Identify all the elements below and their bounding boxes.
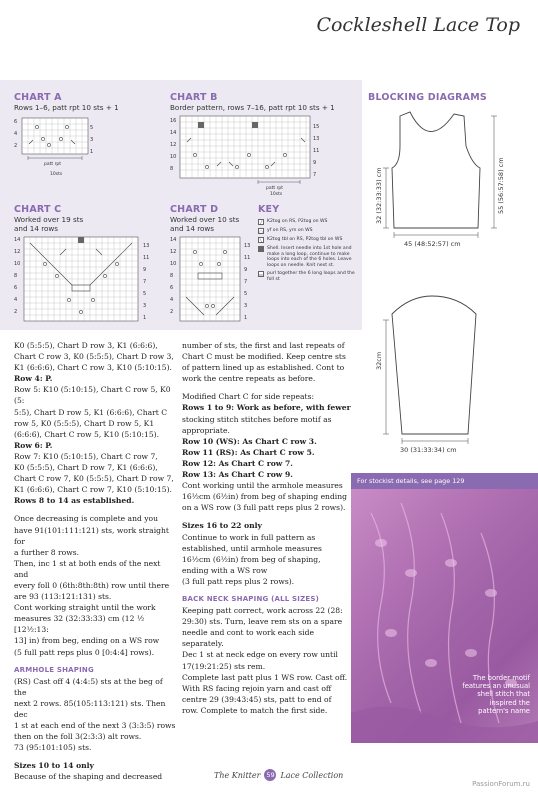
chart-a-title: CHART A xyxy=(14,92,62,103)
chart-d-subtitle: Worked over 10 sts xyxy=(170,215,240,224)
chart-c-row-label: 3 xyxy=(143,303,147,309)
page-title: Cockleshell Lace Top xyxy=(316,14,520,36)
instruction-line: (6:6:6), Chart C row 5, K10 (5:10:15). xyxy=(14,429,160,439)
sleeve-outline xyxy=(392,296,476,434)
instruction-line: 17(19:21:25) sts rem. xyxy=(182,661,266,671)
chart-d-row-label: 6 xyxy=(170,285,174,291)
paragraph-gap xyxy=(14,658,176,665)
instruction-line: Modified Chart C for side repeats: xyxy=(182,392,315,402)
chart-c-row-label: 13 xyxy=(143,243,150,249)
instruction-line: Row 13: As Chart C row 9. xyxy=(182,470,293,480)
yarn-over-symbol-icon: ○ xyxy=(259,229,263,234)
instruction-line: (3 full patt reps plus 2 rows). xyxy=(182,576,295,586)
instruction-line: 16½cm (6½in) from beg of shaping ending xyxy=(182,492,347,502)
key-item xyxy=(258,246,358,268)
blocking-title: BLOCKING DIAGRAMS xyxy=(368,92,487,103)
chart-d xyxy=(170,204,260,329)
chart-c-row-label: 10 xyxy=(14,261,21,267)
chart-d-subtitle-2: and 14 rows xyxy=(170,224,215,233)
page-number: 59 xyxy=(266,771,275,779)
instruction-line: With RS facing rejoin yarn and cast off xyxy=(182,683,332,693)
chart-c-title: CHART C xyxy=(14,204,62,215)
chart-b-subtitle: Border pattern, rows 7–16, patt rpt 10 sts + 1 xyxy=(170,103,335,112)
chart-c xyxy=(14,204,159,329)
chart-d-row-label: 12 xyxy=(170,249,177,255)
chart-d-row-label: 5 xyxy=(244,291,248,297)
key xyxy=(258,204,358,286)
instruction-line: Continue to work in full pattern as xyxy=(182,532,316,542)
instruction-line: K1 (6:6:6), Chart C row 7, K10 (5:10:15). xyxy=(14,485,172,495)
chart-b-row-label: 10 xyxy=(170,154,177,160)
instruction-line: Cont working straight until the work xyxy=(14,603,156,613)
key-item xyxy=(258,271,358,282)
instructions-column-1 xyxy=(14,340,176,783)
key-item xyxy=(258,219,358,225)
chart-a-rpt-sts: 10sts xyxy=(50,172,63,177)
chart-d-grid xyxy=(170,235,260,325)
purl-together-symbol-icon: ▭ xyxy=(259,272,263,278)
instruction-line: have 91(101:111:121) sts, work straight for xyxy=(14,525,169,546)
key-title: KEY xyxy=(258,204,280,215)
body-height-label: 32 (32:33:33) cm xyxy=(375,167,383,224)
chart-a xyxy=(14,92,134,179)
chart-c-subtitle: Worked over 19 sts xyxy=(14,215,84,224)
chart-c-row-label: 8 xyxy=(14,273,18,279)
shell-symbol-icon xyxy=(258,246,264,252)
instruction-line: (RS) Cast off 4 (4:4:5) sts at the beg of the xyxy=(14,676,163,697)
stockist-banner[interactable]: For stockist details, see page 129 xyxy=(351,473,538,489)
instruction-line: Because of the shaping and decreased xyxy=(14,772,163,782)
chart-c-row-label: 5 xyxy=(143,291,147,297)
instructions-column-2 xyxy=(182,340,352,716)
instruction-line: of pattern lined up as established. Cont to xyxy=(182,363,345,373)
chart-d-row-label: 9 xyxy=(244,267,248,273)
footer-collection: Lace Collection xyxy=(280,770,344,780)
chart-d-row-label: 7 xyxy=(244,279,248,285)
instruction-line: Sizes 16 to 22 only xyxy=(182,521,262,531)
chart-c-row-label: 4 xyxy=(14,297,18,303)
paragraph-gap xyxy=(182,587,352,594)
chart-b-grid xyxy=(170,114,350,204)
page-footer xyxy=(214,769,343,781)
instruction-line: row 5, K0 (5:5:5), Chart D row 5, K1 xyxy=(14,418,155,428)
instruction-line: 13] in) from beg, ending on a WS row xyxy=(14,636,160,646)
instruction-line: 1 st at each end of the next 3 (3:3:5) rows xyxy=(14,721,176,731)
instruction-line: needle and cont to work each side xyxy=(182,628,314,638)
instruction-line: Then, inc 1 st at both ends of the next and xyxy=(14,558,161,579)
sweater-sleeve-photo xyxy=(351,473,538,743)
instruction-line: centre 29 (39:43:45) sts, patt to end of xyxy=(182,694,332,704)
chart-a-row-label: 1 xyxy=(90,149,94,155)
chart-d-row-label: 13 xyxy=(244,243,251,249)
instruction-line: separately. xyxy=(182,639,224,649)
instruction-line: Chart C row 7, K0 (5:5:5), Chart D row 7, xyxy=(14,474,174,484)
chart-a-rpt: patt rpt xyxy=(44,162,62,167)
instruction-line: Rows 1 to 9: Work as before, with fewer xyxy=(182,403,351,413)
instruction-line: Row 5: K10 (5:10:15), Chart C row 5, K0 (5: xyxy=(14,385,171,406)
chart-d-row-label: 3 xyxy=(244,303,248,309)
key-item-label: Shell. Insert needle into 1st hole and make a long loop, continue to make loops into each of the 6 holes. Leave loops on needle. Knit next st. xyxy=(267,246,352,268)
instruction-line: Row 10 (WS): As Chart C row 3. xyxy=(182,436,317,446)
chart-a-grid xyxy=(14,114,134,169)
chart-d-title: CHART D xyxy=(170,204,219,215)
chart-b-row-label: 15 xyxy=(313,124,320,130)
section-heading: ARMHOLE SHAPING xyxy=(14,665,94,674)
chart-c-row-label: 1 xyxy=(143,315,147,321)
chart-b-row-label: 12 xyxy=(170,142,177,148)
key-item-label: yf on RS, yrn on WS xyxy=(267,228,313,233)
instruction-line: on a WS row (3 full patt reps plus 2 rows). xyxy=(182,503,346,513)
chart-b-rpt: patt rpt xyxy=(266,186,284,191)
instruction-line: ending with a WS row xyxy=(182,565,268,575)
body-length-label: 55 (56:57:58) cm xyxy=(497,157,505,214)
body-width-label: 45 (48:52:57) cm xyxy=(404,240,461,248)
chart-b-row-label: 16 xyxy=(170,118,177,124)
paragraph-gap xyxy=(182,384,352,391)
instruction-line: Sizes 10 to 14 only xyxy=(14,761,94,771)
instruction-line: Once decreasing is complete and you xyxy=(14,514,158,524)
instruction-line: a further 8 rows. xyxy=(14,547,80,557)
chart-b-row-label: 9 xyxy=(313,160,317,166)
instruction-line: Row 6: P. xyxy=(14,440,53,450)
chart-c-row-label: 11 xyxy=(143,255,150,261)
chart-c-row-label: 6 xyxy=(14,285,18,291)
instruction-line: established, until armhole measures xyxy=(182,543,322,553)
instruction-line: appropriate. xyxy=(182,425,230,435)
instruction-line: then on the foll 3(2:3:3) alt rows. xyxy=(14,732,142,742)
instruction-line: Rows 8 to 14 as established. xyxy=(14,496,135,506)
chart-b-row-label: 14 xyxy=(170,130,177,136)
chart-c-row-label: 12 xyxy=(14,249,21,255)
chart-a-row-label: 6 xyxy=(14,119,18,125)
instruction-line: work the centre repeats as before. xyxy=(182,374,316,384)
chart-a-row-label: 4 xyxy=(14,131,18,137)
instruction-line: Row 7: K10 (5:10:15), Chart C row 7, xyxy=(14,451,158,461)
instruction-line: number of sts, the first and last repeats of xyxy=(182,341,345,350)
chart-b xyxy=(170,92,350,208)
chart-c-row-label: 7 xyxy=(143,279,147,285)
instruction-line: measures 32 (32:33:33) cm (12 ½ [12½:13: xyxy=(14,614,145,635)
instruction-line: every foll 0 (6th:8th:8th) row until there xyxy=(14,580,170,590)
section-heading: BACK NECK SHAPING (ALL SIZES) xyxy=(182,594,320,603)
chart-d-row-label: 4 xyxy=(170,297,174,303)
blocking-diagrams xyxy=(362,104,538,464)
k2tog-tbl-symbol-icon: ╲ xyxy=(259,238,263,243)
instruction-line: 16½cm (6½in) from beg of shaping, xyxy=(182,554,321,564)
instruction-line: Row 4: P. xyxy=(14,374,53,384)
instruction-line: next 2 rows. 85(105:113:121) sts. Then dec xyxy=(14,698,166,719)
chart-a-row-label: 5 xyxy=(90,125,94,131)
instruction-line: 73 (95:101:105) sts. xyxy=(14,743,92,753)
chart-b-row-label: 7 xyxy=(313,172,317,178)
instruction-line: Keeping patt correct, work across 22 (28: xyxy=(182,606,343,616)
chart-a-row-label: 2 xyxy=(14,143,18,149)
key-item xyxy=(258,237,358,243)
sleeve-width-label: 30 (31:33:34) cm xyxy=(400,446,457,454)
instruction-line: 5:5), Chart D row 5, K1 (6:6:6), Chart C xyxy=(14,407,168,417)
instruction-line: K1 (6:6:6), Chart C row 3, K10 (5:10:15). xyxy=(14,363,172,373)
chart-c-row-label: 2 xyxy=(14,309,18,315)
chart-b-row-label: 11 xyxy=(313,148,320,154)
chart-a-subtitle: Rows 1–6, patt rpt 10 sts + 1 xyxy=(14,103,119,112)
instruction-line: Chart C row 3, K0 (5:5:5), Chart D row 3, xyxy=(14,352,174,362)
chart-d-row-label: 11 xyxy=(244,255,251,261)
key-item-label: K2tog on RS, P2tog on WS xyxy=(267,219,328,224)
instruction-line: K0 (5:5:5), Chart D row 7, K1 (6:6:6), xyxy=(14,463,158,473)
instruction-line: row. Complete to match the first side. xyxy=(182,705,328,715)
chart-b-row-label: 8 xyxy=(170,166,174,172)
instruction-line: 29:30) sts. Turn, leave rem sts on a spare xyxy=(182,617,343,627)
watermark: PassionForum.ru xyxy=(472,780,530,788)
chart-c-row-label: 9 xyxy=(143,267,147,273)
instruction-line: Dec 1 st at neck edge on every row until xyxy=(182,650,338,660)
chart-d-row-label: 1 xyxy=(244,315,248,321)
body-outline xyxy=(392,112,480,228)
instruction-line: Complete last patt plus 1 WS row. Cast off. xyxy=(182,672,348,682)
key-item-label: K2tog tbl on RS, P2tog tbl on WS xyxy=(267,237,343,242)
chart-c-subtitle-2: and 14 rows xyxy=(14,224,59,233)
chart-d-row-label: 10 xyxy=(170,261,177,267)
instruction-line: are 93 (113:121:131) sts. xyxy=(14,592,112,602)
chart-d-row-label: 14 xyxy=(170,237,177,243)
key-item xyxy=(258,228,358,234)
chart-d-row-label: 8 xyxy=(170,273,174,279)
footer-magazine: The Knitter xyxy=(214,770,261,780)
sleeve-length-label: 32cm xyxy=(375,351,383,370)
instruction-line: (5 full patt reps plus 0 [0:4:4] rows). xyxy=(14,647,155,657)
k2tog-symbol-icon: ╱ xyxy=(259,220,263,225)
chart-b-rpt-sts: 10sts xyxy=(270,192,283,197)
paragraph-gap xyxy=(182,513,352,520)
photo-caption: The border motif features an unusual shell stitch that inspired the pattern's name xyxy=(462,673,530,715)
chart-c-grid xyxy=(14,235,159,325)
paragraph-gap xyxy=(14,753,176,760)
instruction-line: K0 (5:5:5), Chart D row 3, K1 (6:6:6), xyxy=(14,341,158,350)
instruction-line: Chart C must be modified. Keep centre sts xyxy=(182,352,346,362)
instruction-line: Row 11 (RS): As Chart C row 5. xyxy=(182,447,315,457)
key-item-label: purl together the 6 long loops and the foll st xyxy=(267,271,355,282)
instruction-line: Cont working until the armhole measures xyxy=(182,481,343,491)
paragraph-gap xyxy=(14,506,176,513)
chart-d-row-label: 2 xyxy=(170,309,174,315)
chart-b-row-label: 13 xyxy=(313,136,320,142)
chart-b-title: CHART B xyxy=(170,92,218,103)
chart-a-row-label: 3 xyxy=(90,137,94,143)
instruction-line: Row 12: As Chart C row 7. xyxy=(182,458,293,468)
chart-c-row-label: 14 xyxy=(14,237,21,243)
instruction-line: stocking stitch stitches before motif as xyxy=(182,414,332,424)
